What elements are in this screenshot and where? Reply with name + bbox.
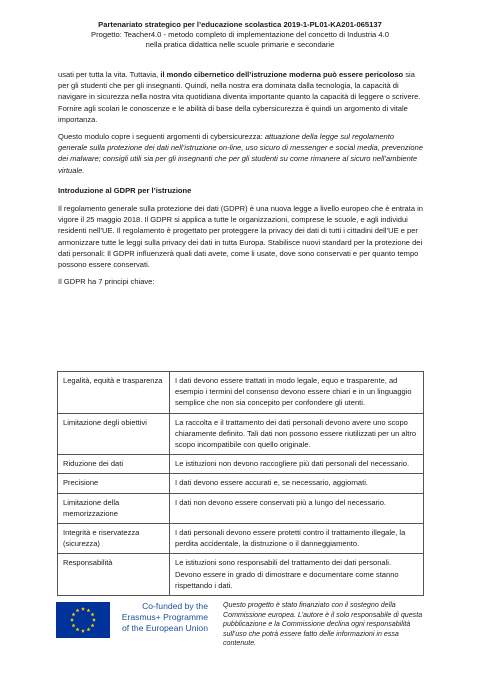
cofunded-line-2: Erasmus+ Programme	[121, 612, 208, 622]
table-row	[58, 474, 424, 493]
principle-description: I dati personali devono essere protetti contro il trattamento illegale, la perdita accidentale, la distruzione o il danneggiamento.	[170, 524, 424, 554]
funding-disclaimer: Questo progetto è stato finanziato con il sostegno della Commissione europea. L’autore è il solo responsabile di questa pubblicazione e la Commissione declina ogni responsabilità sull’uso che potrà essere fatto delle informazioni in essa contenute.	[223, 601, 423, 648]
gdpr-principles-lead: Il GDPR ha 7 principi chiave:	[58, 277, 155, 287]
document-body	[58, 69, 424, 293]
table-row	[58, 455, 424, 474]
module-topics-lead: Questo modulo copre i seguenti argomenti di cybersicurezza:	[58, 132, 265, 142]
principle-name: Limitazione della memorizzazione	[58, 493, 170, 523]
table-row	[58, 554, 424, 596]
module-topics-italic: attuazione della legge sul regolamento generale sulla protezione dei dati nell’istruzione on-line, uso sicuro di messenger e social media, prevenzione dei malware; consigli utili sia per gli insegnanti che per gli studenti su come rimanere al sicuro nell’ambiente virtuale.	[58, 132, 423, 175]
eu-flag-icon	[56, 602, 110, 638]
intro-bold-text: il mondo cibernetico dell’istruzione moderna può essere pericoloso	[160, 70, 404, 79]
principle-name: Limitazione degli obiettivi	[58, 413, 170, 455]
intro-text-b: sia per gli studenti che per gli insegnanti. Quindi, nella nostra era dominata dalla tecnologia, la capacità di navigare in sicurezza nella nostra vita quotidiana diventa importante quanto la capacità di leggere o scrivere. Fornire agli scolari le conoscenze e le abilità di base della cybersicurezza è quindi un argomento di vitale importanza.	[58, 70, 421, 124]
cofunded-label	[112, 601, 208, 634]
principle-name: Integrità e riservatezza (sicurezza)	[58, 524, 170, 554]
gdpr-principles-table	[57, 371, 424, 596]
cofunded-line-1: Co-funded by the	[142, 601, 208, 611]
page-header	[40, 20, 440, 50]
table-row	[58, 524, 424, 554]
intro-text-a: usati per tutta la vita. Tuttavia,	[58, 70, 161, 79]
principle-description: Le istituzioni sono responsabili del trattamento dei dati personali. Devono essere in grado di dimostrare e documentare come stanno rispettando i dati.	[170, 554, 424, 596]
principle-name: Responsabilità	[58, 554, 170, 596]
header-partnership-line: Partenariato strategico per l’educazione scolastica 2019-1-PL01-KA201-065137	[98, 20, 382, 29]
cofunded-line-3: of the European Union	[121, 623, 208, 633]
section-title: Introduzione al GDPR per l’istruzione	[58, 185, 192, 195]
principle-description: Le istituzioni non devono raccogliere più dati personali del necessario.	[170, 455, 424, 474]
intro-paragraph-2	[58, 131, 424, 176]
table-row	[58, 493, 424, 523]
principle-name: Riduzione dei dati	[58, 455, 170, 474]
principle-name: Precisione	[58, 474, 170, 493]
principle-name: Legalità, equità e trasparenza	[58, 372, 170, 414]
principle-description: I dati non devono essere conservati più a lungo del necessario.	[170, 493, 424, 523]
table-row	[58, 413, 424, 455]
header-project-subline: nella pratica didattica nelle scuole primarie e secondarie	[145, 40, 335, 49]
table-row	[58, 372, 424, 414]
principle-description: I dati devono essere accurati e, se necessario, aggiornati.	[170, 474, 424, 493]
principle-description: I dati devono essere trattati in modo legale, equo e trasparente, ad esempio i termini del consenso devono essere chiari e in un linguaggio semplice che non sia concepito per confondere gli utenti.	[170, 372, 424, 414]
intro-paragraph-1	[58, 69, 424, 125]
gdpr-intro-paragraph: Il regolamento generale sulla protezione dei dati (GDPR) è una nuova legge a livello europeo che è entrata in vigore il 25 maggio 2018. Il GDPR si applica a tutte le organizzazioni, comprese le scuole, e agli individui residenti nell’UE. Il regolamento è progettato per proteggere la privacy dei dati di tutti i cittadini dell’UE e per armonizzare tutte le leggi sulla privacy dei dati in tutta Europa. Stabilisce nuovi standard per la protezione dei dati personali: Il GDPR influenzerà quali dati avete, come li usate, dove sono conservati e per quanto tempo possono essere conservati.	[58, 204, 423, 270]
principle-description: La raccolta e il trattamento dei dati personali devono avere uno scopo chiaramente definito. Tali dati non possono essere riutilizzati per un altro scopo incompatibile con quello originale.	[170, 413, 424, 455]
header-project-line: Progetto: Teacher4.0 - metodo completo di implementazione del concetto di Industria 4.0	[91, 30, 389, 39]
page-footer	[56, 598, 426, 648]
